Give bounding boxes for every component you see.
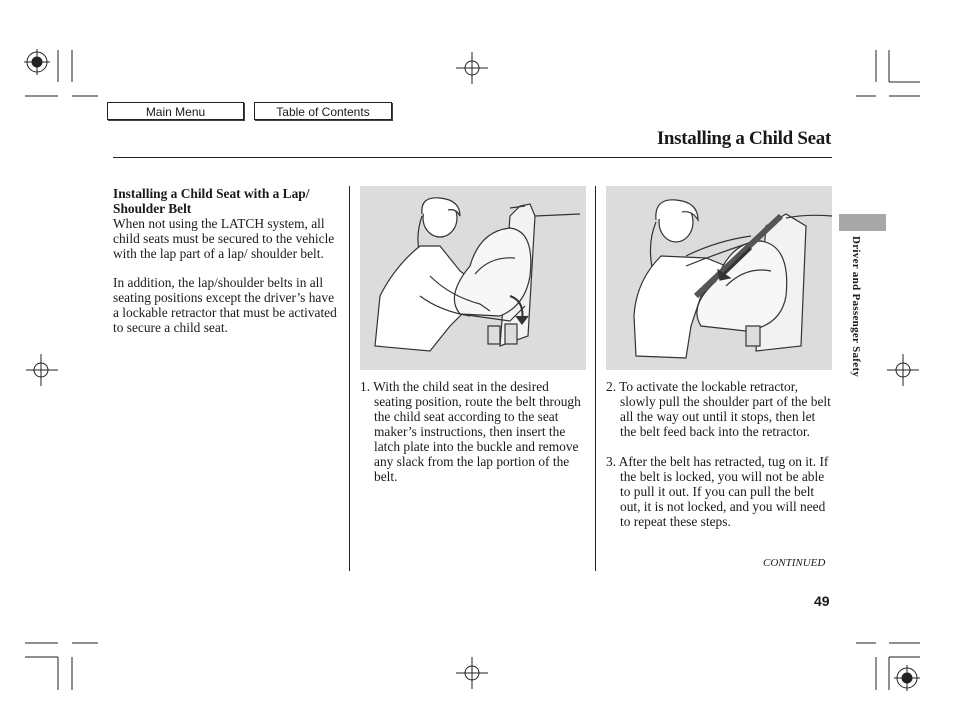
column-divider-1 [349,186,350,571]
intro-paragraph-2: In addition, the lap/shoulder belts in all seating positions except the driver’s have a lockable retractor that must be activated to secure a child seat. [113,275,337,335]
intro-paragraph-1: When not using the LATCH system, all child seats must be secured to the vehicle with the lap part of a lap/ shoulder belt. [113,216,335,261]
illustration-woman-installing-seat [360,186,586,370]
illustration-woman-pulling-belt [606,186,832,370]
section-heading: Installing a Child Seat with a Lap/ Shoulder Belt [113,186,310,216]
steps-column-2 [606,379,834,544]
page-title: Installing a Child Seat [656,128,831,149]
intro-column [113,186,343,349]
title-rule [113,157,832,158]
section-side-label: Driver and Passenger Safety [850,236,862,378]
step-3: 3. After the belt has retracted, tug on it. If the belt is locked, you will not be able to pull it out. If you can pull the belt out, it is not locked, and you will need to repeat these steps. [606,454,829,529]
section-tab [839,214,886,231]
figure-pulling-shoulder-belt [606,186,832,370]
continued-label: CONTINUED [763,557,826,569]
main-menu-button[interactable]: Main Menu [107,102,244,120]
step-1: 1. With the child seat in the desired seating position, route the belt through the child seat according to the seat maker’s instructions, then insert the latch plate into the buckle and remove any slack from the lap portion of the belt. [360,379,581,484]
figure-routing-belt [360,186,586,370]
step-2: 2. To activate the lockable retractor, slowly pull the shoulder part of the belt all the way out until it stops, then let the belt feed back into the retractor. [606,379,831,439]
page-number: 49 [814,593,830,609]
column-divider-2 [595,186,596,571]
steps-column-1 [360,379,588,499]
table-of-contents-button[interactable]: Table of Contents [254,102,392,120]
